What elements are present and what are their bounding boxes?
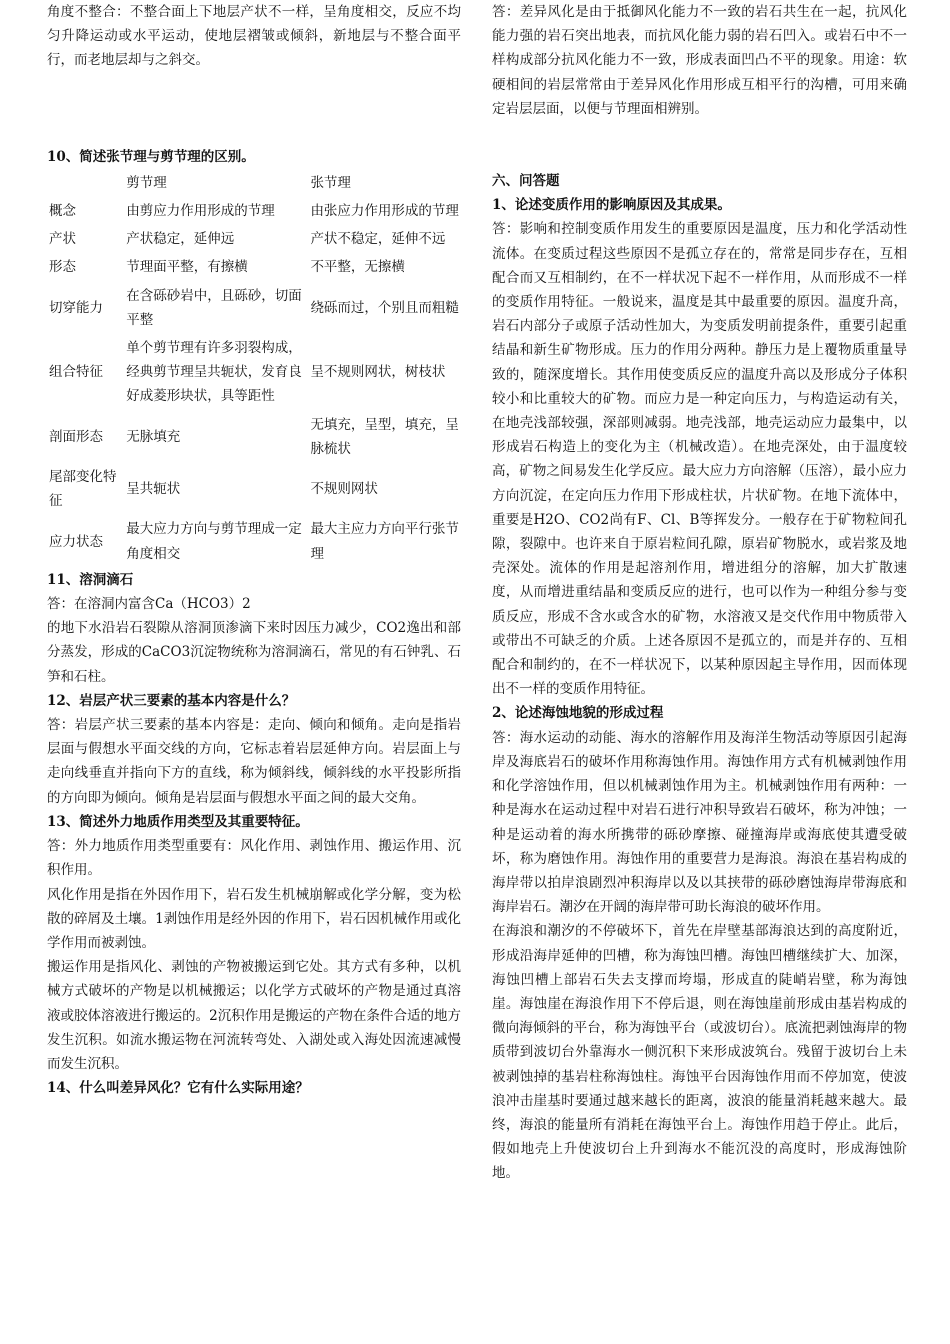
q14-title: 14、什么叫差异风化？它有什么实际用途？ [47, 1080, 309, 1097]
tension-cell: 最大主应力方向平行张节理 [310, 521, 459, 562]
row-label: 尾部变化特征 [49, 469, 117, 510]
row-label: 剖面形态 [49, 428, 103, 445]
header-cell [47, 169, 124, 197]
row-label: 组合特征 [49, 364, 103, 381]
shear-cell: 在含砾砂岩中，且砾砂，切面平整 [126, 287, 302, 328]
angular-unconformity-paragraph: 角度不整合：不整合面上下地层产状不一样，呈角度相交，反应不均匀升降运动或水平运动，使地层褶皱或倾斜，新地层与不整合面平行，而老地层却与之斜交。 [47, 4, 461, 69]
q11-answer-line1: 答：在溶洞内富含Ca（HCO3）2 [47, 596, 251, 613]
section-6-heading: 六、问答题 [492, 173, 560, 190]
qa2-title: 2、论述海蚀地貌的形成过程 [492, 705, 664, 722]
spacer [47, 73, 461, 145]
q13-answer-p1: 答：外力地质作用类型重要有：风化作用、剥蚀作用、搬运作用、沉积作用。 [47, 838, 461, 879]
tension-cell: 无填充，呈型，填充，呈脉梳状 [310, 416, 459, 457]
header-cell-tension: 张节理 [310, 174, 351, 191]
row-label: 应力状态 [49, 533, 103, 550]
row-label: 形态 [49, 259, 76, 276]
qa1-answer: 答：影响和控制变质作用发生的重要原因是温度，压力和化学活动性流体。在变质过程这些原因不是孤立存在的，常常是同步存在，互相配合而又互相制约，在不一样状况下起不一样作用，从而形成不一样的变质作用特征。一般说来，温度是其中最重要的原因。温度升高，岩石内部分子或原子活动性加大，为变质发明前提条件，重要引起重结晶和新生矿物形成。压力的作用分两种。静压力是上覆物质重量导致的，随深度增长。其作用使变质反应的温度升高以及形成分子体积较小和比重较大的矿物。而应力是一种定向压力，与构造运动有关，在地壳浅部较强，深部则减弱。地壳浅部，地壳运动应力最集中，以形成岩石构造上的变化为主（机械改造）。在地壳深处，由于温度较高，矿物之间易发生化学反应。最大应力方向溶解（压溶），最小应力方向沉淀，在定向压力作用下形成柱状，片状矿物。在地下流体中，重要是H2O、CO2尚有F、Cl、B等挥发分。一般存在于矿物粒间孔隙，裂隙中。也许来自于原岩粒间孔隙，原岩矿物脱水，或岩浆及地壳深处。流体的作用是起溶剂作用，增进组分的溶解，加大扩散速度，从而增进重结晶和变质反应的进行，也可以作为一种组分参与变质反应，形成不含水或含水的矿物，水溶液又是交代作用中物质带入或带出不可缺乏的介质。上述各原因不是孤立的，而是并存的、互相配合和制约的，在不一样状况下，以某种原因起主导作用，因而体现出不一样的变质作用特征。 [492, 221, 907, 698]
q13-answer-p3: 搬运作用是指风化、剥蚀的产物被搬运到它处。其方式有多种，以机械方式破坏的产物是以机械搬运；以化学方式破坏的产物是通过真溶液或胶体溶液进行搬运的。2沉积作用是搬运的产物在条件合适的地方发生沉积。如流水搬运物在河流转弯处、入湖处或入海处因流速减慢而发生沉积。 [47, 959, 461, 1072]
qa2-answer-p1: 答：海水运动的动能、海水的溶解作用及海洋生物活动等原因引起海岸及海底岩石的破坏作用称海蚀作用。海蚀作用方式有机械剥蚀作用和化学溶蚀作用，但以机械剥蚀作用为主。机械剥蚀作用有两种：一种是海水在运动过程中对岩石进行冲积导致岩石破坏，称为冲蚀；一种是运动着的海水所携带的砾砂摩擦、碰撞海岸或海底使其遭受破坏，称为磨蚀作用。海蚀作用的重要营力是海浪。海浪在基岩构成的海岸带以拍岸浪剧烈冲积海岸以及以其挟带的砾砂磨蚀海岸带海底和海岸岩石。潮汐在开阔的海岸带可助长海浪的破坏作用。 [492, 729, 907, 916]
shear-cell: 由剪应力作用形成的节理 [126, 203, 275, 220]
q11-answer-line2: 的地下水沿岩石裂隙从溶洞顶渗滴下来时因压力减少，CO2逸出和部分蒸发，形成的CaCO3沉淀物统称为溶洞滴石，常见的有石钟乳、石笋和石柱。 [47, 620, 461, 685]
q13-answer-p2: 风化作用是指在外因作用下，岩石发生机械崩解或化学分解，变为松散的碎屑及土壤。1剥蚀作用是经外因的作用下，岩石因机械作用或化学作用而被剥蚀。 [47, 886, 461, 951]
joint-comparison-table [47, 169, 461, 568]
table-row [47, 463, 461, 515]
table-row [47, 282, 461, 334]
qa1-title: 1、论述变质作用的影响原因及其成果。 [492, 197, 731, 214]
table-row [47, 411, 461, 463]
table-row [47, 225, 461, 253]
qa2-answer-p2: 在海浪和潮汐的不停破坏下，首先在岸壁基部海浪达到的高度附近，形成沿海岸延伸的凹槽，称为海蚀凹槽。海蚀凹槽继续扩大、加深，海蚀凹槽上部岩石失去支撑而垮塌，形成直的陡峭岩壁，称为海蚀崖。海蚀崖在海浪作用下不停后退，则在海蚀崖前形成由基岩构成的微向海倾斜的平台，称为海蚀平台（或波切台）。底流把剥蚀海岸的物质带到波切台外靠海水一侧沉积下来形成波筑台。残留于波切台上未被剥蚀掉的基岩柱称海蚀柱。海蚀平台因海蚀作用而不停加宽，使波浪冲击崖基时要通过越来越长的距离，波浪的能量消耗越来越大。最终，海浪的能量所有消耗在海蚀平台上。海蚀作用趋于停止。此后，假如地壳上升使波切台上升到海水不能沉没的高度时，形成海蚀阶地。 [492, 923, 907, 1182]
left-column [47, 0, 461, 1100]
table-row [47, 253, 461, 281]
right-column [492, 0, 907, 1186]
q11-title: 11、溶洞滴石 [47, 571, 134, 588]
tension-cell: 不平整，无擦横 [310, 259, 405, 276]
shear-cell: 节理面平整，有擦横 [126, 259, 248, 276]
spacer [492, 121, 907, 145]
q13-title: 13、简述外力地质作用类型及其重要特征。 [47, 813, 309, 830]
header-cell-shear: 剪节理 [126, 174, 167, 191]
row-label: 切穿能力 [49, 299, 103, 316]
q10-title: 10、简述张节理与剪节理的区别。 [47, 148, 255, 165]
shear-cell: 产状稳定，延伸远 [126, 231, 235, 248]
shear-cell: 最大应力方向与剪节理成一定角度相交 [126, 521, 302, 562]
shear-cell: 呈共轭状 [126, 481, 181, 498]
table-row [47, 334, 461, 411]
q12-answer: 答：岩层产状三要素的基本内容是：走向、倾向和倾角。走向是指岩层面与假想水平面交线的方向，它标志着岩层延伸方向。岩层面上与走向线垂直并指向下方的直线，称为倾斜线，倾斜线的水平投影所指的方向即为倾向。倾角是岩层面与假想水平面之间的最大交角。 [47, 717, 461, 806]
table-header-row [47, 169, 461, 197]
tension-cell: 产状不稳定，延伸不远 [310, 231, 446, 248]
shear-cell: 单个剪节理有许多羽裂构成，经典剪节理呈共轭状，发育良好成菱形块状，具等距性 [126, 340, 302, 405]
tension-cell: 呈不规则网状，树枝状 [310, 364, 446, 381]
table-row [47, 197, 461, 225]
row-label: 产状 [49, 231, 76, 248]
tension-cell: 由张应力作用形成的节理 [310, 203, 459, 220]
table-row [47, 515, 461, 567]
shear-cell: 无脉填充 [126, 428, 181, 445]
tension-cell: 绕砾而过，个别且而粗糙 [310, 299, 459, 316]
q14-answer: 答：差异风化是由于抵御风化能力不一致的岩石共生在一起，抗风化能力强的岩石突出地表，而抗风化能力弱的岩石凹入。或岩石中不一样构成部分抗风化能力不一致，形成表面凹凸不平的现象。用途：软硬相间的岩层常常由于差异风化作用形成互相平行的沟槽，可用来确定岩层层面，以便与节理面相辨别。 [492, 4, 907, 117]
row-label: 概念 [49, 203, 76, 220]
tension-cell: 不规则网状 [310, 481, 378, 498]
spacer [492, 145, 907, 169]
q12-title: 12、岩层产状三要素的基本内容是什么？ [47, 692, 296, 709]
